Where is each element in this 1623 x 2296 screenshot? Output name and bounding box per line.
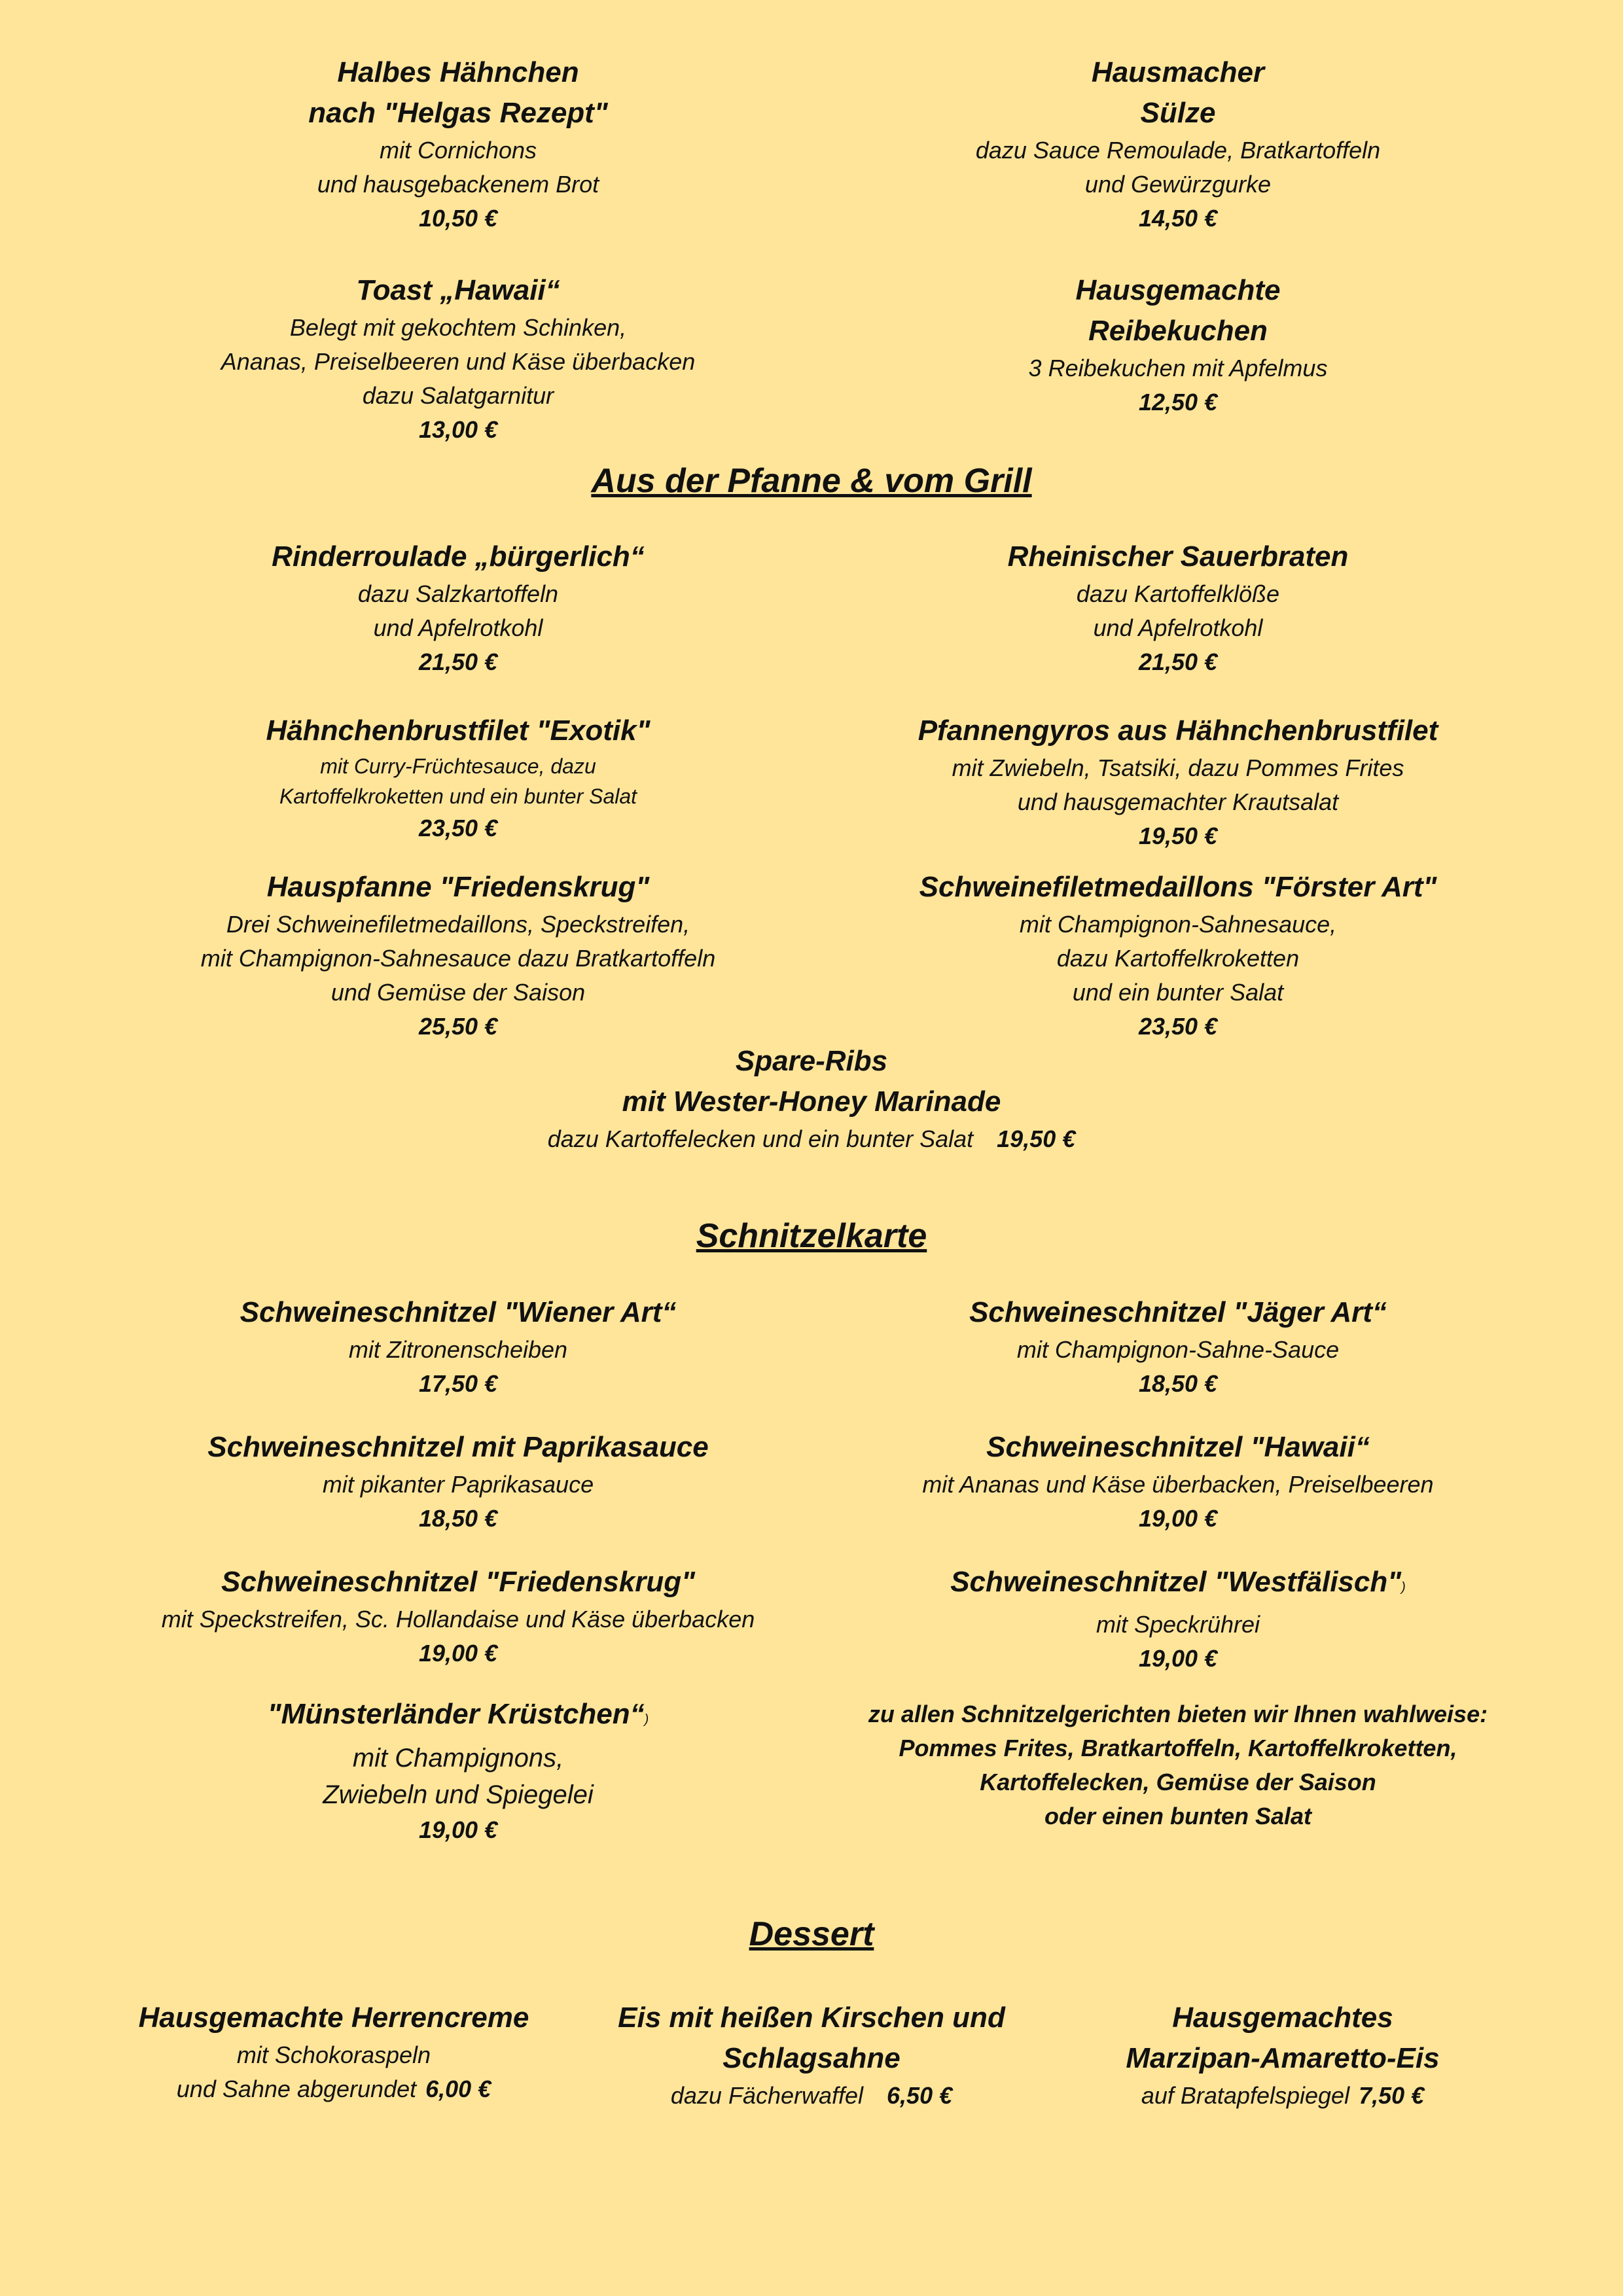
menu-item-paprikasauce [52,1427,864,1536]
note-line: oder einen bunten Salat [1044,1803,1312,1829]
item-name: Pfannengyros aus Hähnchenbrustfilet [918,715,1438,747]
item-description: dazu Kartoffelkroketten [1056,945,1300,972]
item-name: Eis mit heißen Kirschen und [618,2002,1005,2034]
menu-item-muensterlaender-kruestchen [183,1694,733,1847]
menu-item-friedenskrug-schnitzel [52,1562,864,1670]
item-description: mit Zwiebeln, Tsatsiki, dazu Pommes Frites [952,754,1404,781]
item-name: Hausmacher [1091,56,1265,88]
item-name: Hausgemachtes [1172,2002,1393,2034]
menu-item-rinderroulade [118,537,798,679]
item-name: Schweineschnitzel "Wiener Art“ [240,1296,677,1328]
item-description: mit Champignon-Sahnesauce, [1019,911,1337,938]
item-description: Ananas, Preiselbeeren und Käse überbacken [221,348,696,375]
item-description: auf Bratapfelspiegel [1141,2082,1350,2109]
item-description: dazu Kartoffelklöße [1076,580,1280,607]
item-price: 23,50 € [418,815,498,841]
item-price: 18,50 € [418,1505,498,1532]
item-description: mit Champignon-Sahnesauce dazu Bratkartoffeln [200,945,716,972]
dessert-marzipan-eis [1047,1998,1518,2113]
item-price: 18,50 € [1138,1370,1218,1397]
side-dish-note [825,1697,1531,1833]
item-name: Hähnchenbrustfilet "Exotik" [266,715,651,747]
menu-item-schnitzel-hawaii [812,1427,1544,1536]
item-price: 6,00 € [425,2075,491,2102]
item-price: 19,50 € [997,1125,1076,1152]
item-name: "Münsterländer Krüstchen“ [267,1698,645,1730]
item-description: mit Champignons, [352,1744,564,1773]
item-description: mit Curry-Früchtesauce, dazu [320,754,596,778]
item-description: dazu Salatgarnitur [362,382,554,409]
item-name: Schweineschnitzel "Hawaii“ [986,1431,1370,1463]
item-description: und hausgebackenem Brot [317,171,599,198]
item-description: und Apfelrotkohl [373,614,543,641]
item-description-line [85,2072,582,2106]
item-description: dazu Salzkartoffeln [357,580,559,607]
item-price: 12,50 € [1138,389,1218,415]
item-name: Spare-Ribs [735,1045,888,1077]
item-price: 19,00 € [1138,1645,1218,1672]
item-description: Zwiebeln und Spiegelei [323,1780,594,1809]
item-price: 21,50 € [1138,648,1218,675]
note-line: Kartoffelecken, Gemüse der Saison [980,1769,1376,1795]
item-description-line [550,2079,1073,2113]
item-description: dazu Fächerwaffel [670,2082,864,2109]
item-description: Drei Schweinefiletmedaillons, Speckstreifen, [226,911,690,938]
menu-item-reibekuchen [838,270,1518,419]
item-name: Hauspfanne "Friedenskrug" [266,871,650,903]
item-description: Belegt mit gekochtem Schinken, [289,314,627,341]
menu-item-pfannengyros [838,711,1518,853]
menu-item-toast-hawaii [118,270,798,447]
item-name: mit Wester-Honey Marinade [622,1086,1001,1118]
item-name: Toast „Hawaii“ [356,274,560,306]
item-name: Marzipan-Amaretto-Eis [1126,2042,1440,2074]
item-description: dazu Kartoffelecken und ein bunter Salat [547,1125,974,1152]
note-line: zu allen Schnitzelgerichten bieten wir Ihnen wahlweise: [868,1701,1488,1727]
item-description: und Gewürzgurke [1084,171,1272,198]
item-name: Sülze [1140,97,1216,129]
section-title-dessert: Dessert [749,1915,874,1953]
item-price: 19,50 € [1138,822,1218,849]
item-name-line [812,1562,1544,1608]
menu-item-hauspfanne [118,867,798,1044]
item-name: Hausgemachte [1075,274,1281,306]
menu-item-wiener-art [52,1292,864,1401]
menu-item-spare-ribs [419,1041,1204,1156]
item-name: Halbes Hähnchen [337,56,579,88]
section-title-grill: Aus der Pfanne & vom Grill [591,462,1032,500]
footnote-mark: ) [1401,1580,1406,1595]
item-price: 23,50 € [1138,1013,1218,1040]
item-description: und Gemüse der Saison [330,979,586,1006]
item-name-line [183,1694,733,1740]
item-price: 21,50 € [418,648,498,675]
item-name: Rinderroulade „bürgerlich“ [272,540,645,573]
item-price: 14,50 € [1138,205,1218,232]
item-description: und hausgemachter Krautsalat [1017,788,1339,815]
menu-item-sauerbraten [838,537,1518,679]
item-name: Hausgemachte Herrencreme [138,2002,529,2034]
item-description-line [1047,2079,1518,2113]
item-description: mit pikanter Paprikasauce [322,1471,594,1498]
item-description: mit Champignon-Sahne-Sauce [1016,1336,1340,1363]
item-description: und Sahne abgerundet [176,2075,417,2102]
item-description: Kartoffelkroketten und ein bunter Salat [279,785,637,808]
item-description: und Apfelrotkohl [1093,614,1263,641]
dessert-eis-kirschen [550,1998,1073,2113]
item-price: 6,50 € [887,2082,953,2109]
item-name: Schweineschnitzel "Friedenskrug" [221,1566,695,1598]
item-name: Rheinischer Sauerbraten [1007,540,1349,573]
menu-item-hausmacher-suelze [838,52,1518,236]
item-price: 25,50 € [418,1013,498,1040]
item-name: Schlagsahne [722,2042,901,2074]
item-description: und ein bunter Salat [1072,979,1284,1006]
note-line: Pommes Frites, Bratkartoffeln, Kartoffelkroketten, [899,1735,1457,1761]
item-description-line [419,1122,1204,1156]
item-name: Schweineschnitzel "Jäger Art“ [969,1296,1387,1328]
item-price: 17,50 € [418,1370,498,1397]
item-price: 19,00 € [1138,1505,1218,1532]
item-price: 19,00 € [418,1816,498,1843]
item-name: Schweineschnitzel mit Paprikasauce [207,1431,709,1463]
item-description: dazu Sauce Remoulade, Bratkartoffeln [975,137,1381,164]
menu-item-foerster-art [838,867,1518,1044]
item-description: mit Cornichons [379,137,537,164]
item-price: 10,50 € [418,205,498,232]
dessert-herrencreme [85,1998,582,2106]
item-name: nach "Helgas Rezept" [308,97,608,129]
item-description: mit Speckrühre​i [1096,1611,1260,1638]
item-price: 19,00 € [418,1640,498,1667]
item-price: 13,00 € [418,416,498,443]
item-name: Schweineschnitzel "Westfälisch" [950,1566,1402,1598]
footnote-mark: ) [644,1712,649,1727]
menu-item-westfaelisch [812,1562,1544,1676]
item-price: 7,50 € [1359,2082,1425,2109]
item-description: 3 Reibekuchen mit Apfelmus [1028,355,1328,381]
item-name: Reibekuchen [1088,315,1268,347]
menu-item-halbes-haehnchen [118,52,798,236]
item-description: mit Ananas und Käse überbacken, Preiselbeeren [922,1471,1434,1498]
item-description: mit Schokoraspeln [236,2041,431,2068]
item-name: Schweinefiletmedaillons "Förster Art" [919,871,1437,903]
menu-item-jaeger-art [812,1292,1544,1401]
item-description: mit Zitronenscheiben [348,1336,568,1363]
section-title-schnitzel: Schnitzelkarte [696,1217,927,1255]
item-description: mit Speckstreifen, Sc. Hollandaise und Käse überbacken [161,1606,755,1633]
menu-item-exotik [118,711,798,845]
